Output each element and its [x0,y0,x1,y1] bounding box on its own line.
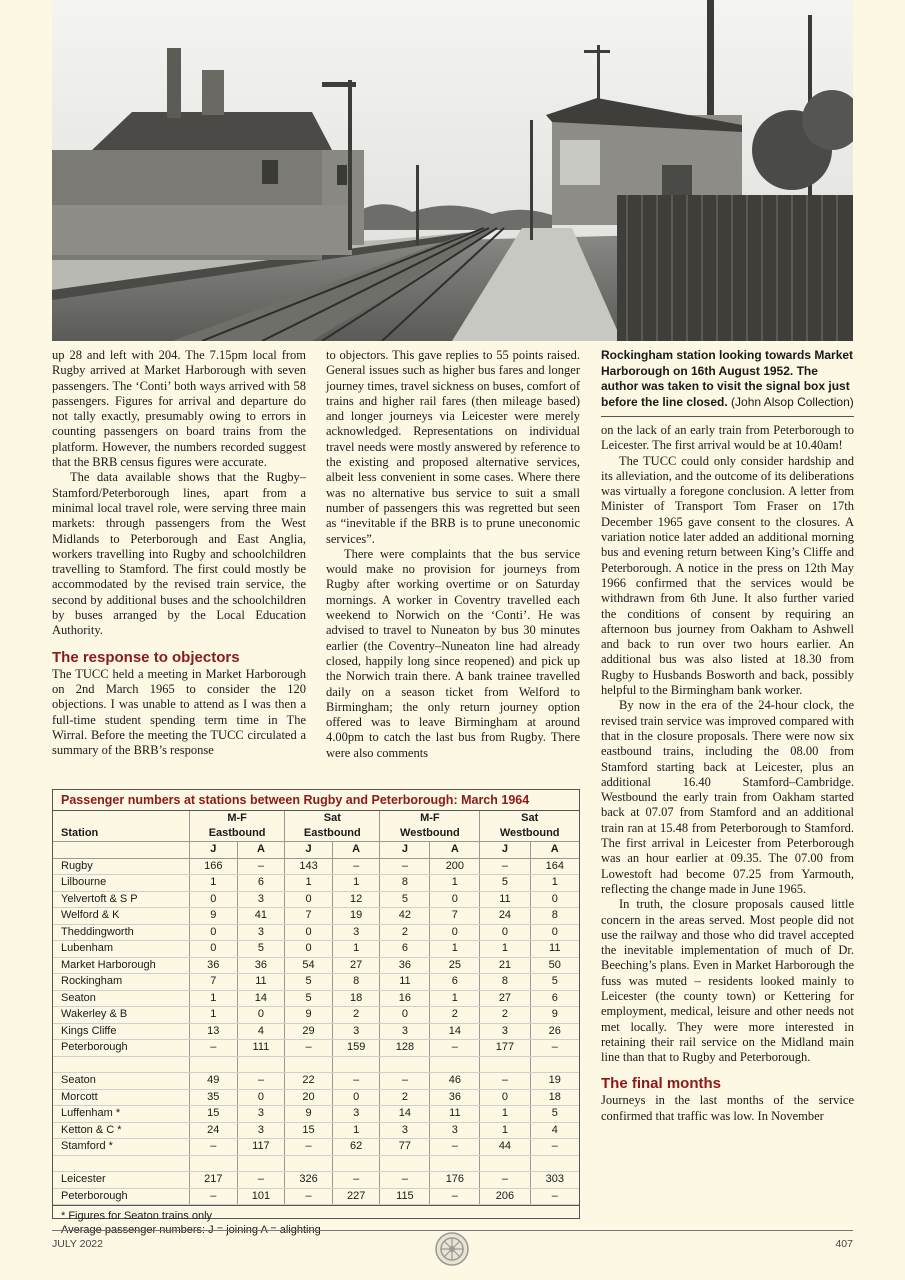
station-name: Seaton [53,1073,190,1090]
table-cell: 11 [530,941,579,958]
table-cell: 8 [332,974,380,991]
table-cell: 0 [237,1007,285,1024]
issue-date: JULY 2022 [52,1238,103,1250]
table-cell: 0 [285,924,333,941]
table-cell: 6 [530,990,579,1007]
table-cell: 41 [237,908,285,925]
table-cell: 111 [237,1040,285,1057]
paragraph: The TUCC held a meeting in Market Harborough on 2nd March 1965 to consider the 120 objections. I was unable to attend as I was then a full-time student spending term time in The Wirral. Before the meeting the TUCC circulated a summary of the BRB’s response [52,666,306,758]
table-cell: 36 [237,957,285,974]
table-cell: 14 [380,1106,430,1123]
table-cell: – [430,1040,480,1057]
table-cell: 22 [285,1073,333,1090]
table-cell: 326 [285,1172,333,1189]
table-cell: 6 [237,875,285,892]
table-cell: 11 [430,1106,480,1123]
table-cell: 19 [530,1073,579,1090]
station-name: Yelvertoft & S P [53,891,190,908]
table-cell: 2 [430,1007,480,1024]
group-header: Sat Eastbound [285,811,380,842]
table-cell: 0 [430,891,480,908]
table-cell [237,1155,285,1172]
table-cell: 3 [480,1023,530,1040]
table-cell: 26 [530,1023,579,1040]
table-cell: 1 [480,941,530,958]
table-cell: 0 [480,1089,530,1106]
table-cell: 0 [190,891,238,908]
table-cell: 0 [285,941,333,958]
paragraph: to objectors. This gave replies to 55 points raised. General issues such as higher bus fares and longer journey times, travel sickness on buses, comfort of trains and higher rail fares (then mileage based) and longer journeys via Leicester were merely acknowledged. Representations on individual travel needs were mostly answered by reference to the existing and proposed alternative services, albeit less convenient in some cases. Where there was no alternative bus service to suit a small number of passengers this was regretted but seen as “inevitable if the BRB is to prune uneconomic services”. [326,348,580,546]
sub-header: J [480,842,530,859]
table-cell [380,1155,430,1172]
station-name [53,1056,190,1073]
table-cell: – [332,1172,380,1189]
table-cell: 11 [380,974,430,991]
table-cell: 1 [430,875,480,892]
table-cell: 1 [190,1007,238,1024]
table-cell: 29 [285,1023,333,1040]
table-cell: 3 [332,1023,380,1040]
photo-caption [601,348,854,417]
paragraph: Journeys in the last months of the service confirmed that traffic was low. In November [601,1093,854,1123]
table-cell: 4 [237,1023,285,1040]
station-name: Wakerley & B [53,1007,190,1024]
column-1 [52,348,306,758]
table-cell: – [237,1172,285,1189]
paragraph: The data available shows that the Rugby–Stamford/Peterborough lines, apart from a minimal local travel role, were serving three main markets: through passengers from the West Midlands to Peterborough and East Anglia, workers travelling into Rugby and schoolchildren travelling to Stamford. The first could mostly be accommodated by the revised train service, the second by additional buses and the schoolchildren by buses arranged by the Local Education Authority. [52,470,306,638]
table-row [53,1023,579,1040]
table-row [53,1139,579,1156]
table-row [53,990,579,1007]
table-cell: 9 [530,1007,579,1024]
table-cell [430,1056,480,1073]
table-cell: 5 [285,990,333,1007]
station-name: Stamford * [53,1139,190,1156]
table-cell: 1 [480,1122,530,1139]
table-cell: 2 [480,1007,530,1024]
section-heading: The final months [601,1075,721,1093]
station-name: Welford & K [53,908,190,925]
station-name: Peterborough [53,1188,190,1205]
table-cell: 0 [530,891,579,908]
sub-header: A [430,842,480,859]
table-cell: 11 [237,974,285,991]
table-cell: – [530,1139,579,1156]
table-cell: 0 [430,924,480,941]
table-cell [332,1155,380,1172]
table-cell: – [332,858,380,875]
group-header: M-F Eastbound [190,811,285,842]
table-row [53,941,579,958]
column-2 [326,348,580,761]
table-cell: – [190,1040,238,1057]
table-cell: 3 [237,924,285,941]
table-cell: 1 [332,875,380,892]
table-cell: 6 [380,941,430,958]
table-cell: 115 [380,1188,430,1205]
table-cell: 0 [237,1089,285,1106]
table-cell: 21 [480,957,530,974]
paragraph: The TUCC could only consider hardship and its alleviation, and the outcome of its deliberations was virtually a foregone conclusion. A letter from Minister of Transport Tom Fraser on 17th December 1965 gave consent to the closures. A variation notice later added an additional morning bus and evening return between King’s Cliffe and Peterborough. A notice in the press on 12th May 1966 confirmed that the services would be withdrawn from 6th June. It also further varied the conditions of consent by requiring an afternoon bus journey from Oakham to Ashwell and back to run over two hours earlier. An additional bus was also listed at 18.30 from Rugby to Husbands Bosworth and back, possibly helpful to the Birmingham bank worker. [601,453,854,698]
table-row [53,1106,579,1123]
table-cell [285,1056,333,1073]
table-cell: 5 [237,941,285,958]
table-cell: 1 [430,941,480,958]
table-cell [380,1056,430,1073]
section-heading: The response to objectors [52,648,240,666]
table-cell [530,1056,579,1073]
table-cell: – [480,1172,530,1189]
table-cell: 1 [190,990,238,1007]
table-cell: – [190,1139,238,1156]
group-header: M-F Westbound [380,811,480,842]
table-row [53,1089,579,1106]
table-cell [237,1056,285,1073]
table-cell: 36 [380,957,430,974]
table-row [53,1007,579,1024]
caption-credit: (John Alsop Collection) [731,394,854,409]
table-cell: – [237,858,285,875]
table-cell: 44 [480,1139,530,1156]
table-cell [190,1155,238,1172]
table-cell: – [380,858,430,875]
table-cell: 4 [530,1122,579,1139]
table-cell: – [285,1139,333,1156]
table-cell: 101 [237,1188,285,1205]
table-cell: 36 [430,1089,480,1106]
table-cell: – [530,1188,579,1205]
table-cell: 1 [530,875,579,892]
table-cell: 15 [285,1122,333,1139]
station-name: Theddingworth [53,924,190,941]
table-cell: 1 [332,941,380,958]
sub-header: J [380,842,430,859]
table-cell: 7 [430,908,480,925]
table-cell: 0 [480,924,530,941]
table-cell: 8 [530,908,579,925]
table-cell: 1 [430,990,480,1007]
table-cell: 9 [285,1007,333,1024]
station-name: Lilbourne [53,875,190,892]
table-cell: 50 [530,957,579,974]
station-name: Morcott [53,1089,190,1106]
table-cell: 166 [190,858,238,875]
table-cell: 128 [380,1040,430,1057]
table-cell: 13 [190,1023,238,1040]
table-cell: 0 [190,941,238,958]
table-cell: 3 [332,924,380,941]
table-cell: 18 [530,1089,579,1106]
table-cell [530,1155,579,1172]
table-note: * Figures for Seaton trains only [61,1210,213,1222]
table-cell: 0 [380,1007,430,1024]
table-cell: 3 [430,1122,480,1139]
table-cell: 20 [285,1089,333,1106]
table-cell [480,1155,530,1172]
table-cell: 49 [190,1073,238,1090]
group-header: Sat Westbound [480,811,579,842]
table-cell: 143 [285,858,333,875]
table-cell: – [480,858,530,875]
paragraph: In truth, the closure proposals caused little concern in the areas served. Most people did not use the railway and those who did travel accepted the inevitable implementation of much of Dr. Beeching’s plans. Even in Market Harborough the fuss was muted – residents looked mainly to Leicester (the county town) or Kettering for employment, medical, leisure and other needs not met locally. They were more interested in retaining their rail service on the Midland main line than that to Rugby and Peterborough. [601,897,854,1065]
column-3 [601,348,854,1124]
table-cell: 11 [480,891,530,908]
table-cell: 5 [285,974,333,991]
table-cell: 3 [380,1122,430,1139]
table-row [53,924,579,941]
sub-header: A [530,842,579,859]
table-cell: 176 [430,1172,480,1189]
table-cell: 5 [380,891,430,908]
table-cell: 0 [332,1089,380,1106]
table-cell: 0 [190,924,238,941]
station-name: Kings Cliffe [53,1023,190,1040]
table-cell: 46 [430,1073,480,1090]
caption-text: Rockingham station looking towards Market Harborough on 16th August 1952. The author was taken to visit the signal box just before the line closed. [601,348,854,409]
station-name: Lubenham [53,941,190,958]
table-notes [53,1205,579,1240]
table-row [53,957,579,974]
table-cell: – [380,1073,430,1090]
sub-header: J [285,842,333,859]
table-cell: 200 [430,858,480,875]
table-cell: 42 [380,908,430,925]
table-cell: 1 [480,1106,530,1123]
table-cell: 7 [190,974,238,991]
table-cell [190,1056,238,1073]
table-row [53,1073,579,1090]
table-cell: 8 [380,875,430,892]
table-cell: 36 [190,957,238,974]
sub-header: A [332,842,380,859]
table-cell: – [237,1073,285,1090]
table-cell: 8 [480,974,530,991]
table-row [53,908,579,925]
sub-header: A [237,842,285,859]
table-cell: 6 [430,974,480,991]
paragraph: There were complaints that the bus service would make no provision for journeys from Rugby after working overtime or on Saturday mornings. A worker in Coventry travelled each weekend to Norwich on the ‘Conti’. He was advised to travel to Nuneaton by bus 30 minutes earlier (the Coventry–Nuneaton line had already closed, happily long since reopened) and pick up the Norwich train there. A bank trainee travelled daily on a season ticket from Welford to Birmingham; the only return journey option offered was to leave Birmingham at around 4.00pm to catch the last bus from Rugby. There were also comments [326,546,580,760]
table-cell: 177 [480,1040,530,1057]
table-cell [285,1155,333,1172]
table-cell: 5 [530,974,579,991]
table-cell: 1 [285,875,333,892]
table-cell: 227 [332,1188,380,1205]
table-row [53,858,579,875]
table-cell: – [190,1188,238,1205]
table-cell: 117 [237,1139,285,1156]
station-name: Seaton [53,990,190,1007]
table-cell: 7 [285,908,333,925]
table-row [53,974,579,991]
paragraph: on the lack of an early train from Peterborough to Leicester. The first arrival would be at 10.40am! [601,423,854,453]
table-cell: 27 [480,990,530,1007]
table-cell: 14 [237,990,285,1007]
table-row [53,891,579,908]
table-cell [480,1056,530,1073]
table-cell: 1 [332,1122,380,1139]
table-cell: 9 [190,908,238,925]
table-cell: 303 [530,1172,579,1189]
table-cell: 2 [380,924,430,941]
table-cell [430,1155,480,1172]
table-cell: 217 [190,1172,238,1189]
table-cell: 0 [285,891,333,908]
table-cell: 206 [480,1188,530,1205]
table-cell: – [332,1073,380,1090]
table-cell: 3 [237,1106,285,1123]
table-cell: – [430,1188,480,1205]
table-cell: 3 [237,891,285,908]
table-cell: 27 [332,957,380,974]
table-cell: – [380,1172,430,1189]
station-name [53,1155,190,1172]
table-cell: 24 [190,1122,238,1139]
table-cell: 54 [285,957,333,974]
table-cell: – [285,1188,333,1205]
station-name: Rugby [53,858,190,875]
sub-header: J [190,842,238,859]
table-row [53,1122,579,1139]
paragraph: up 28 and left with 204. The 7.15pm local from Rugby arrived at Market Harborough with seven passengers. The ‘Conti’ both ways arrived with 58 passengers. Figures for arrival and departure do not tally exactly, presumably owing to errors in counting passengers on board trains from the platform. However, the numbers recorded suggest that the BRB census figures were accurate. [52,348,306,470]
table-cell: 9 [285,1106,333,1123]
passenger-table [52,789,580,1236]
station-name: Peterborough [53,1040,190,1057]
table-cell: 14 [430,1023,480,1040]
table-cell: 19 [332,908,380,925]
table-cell: 2 [332,1007,380,1024]
table-row [53,1056,579,1073]
station-name: Leicester [53,1172,190,1189]
table-cell: 5 [480,875,530,892]
table-cell: 5 [530,1106,579,1123]
table-cell: 2 [380,1089,430,1106]
table-cell: – [285,1040,333,1057]
table-cell: 15 [190,1106,238,1123]
station-name: Ketton & C * [53,1122,190,1139]
table-cell: 77 [380,1139,430,1156]
wheel-logo-icon [434,1231,470,1267]
paragraph: By now in the era of the 24-hour clock, the revised train service was improved compared with that in the closure proposals. There were now six eastbound trains, including the 08.00 from Stamford starting back at Leicester, plus an additional 16.40 Stamford–Cambridge. Westbound the early train from Oakham started back at 07.07 from Stamford and an additional train ran at 15.48 from Peterborough to Stamford. The first arrival in Leicester from Peterborough was an hour earlier at 09.35. The 07.00 from Lowestoft had become 07.25 from Yarmouth, reflecting the change made in June 1965. [601,698,854,896]
table-title: Passenger numbers at stations between Rugby and Peterborough: March 1964 [53,790,579,811]
station-name: Market Harborough [53,957,190,974]
table-cell: 1 [190,875,238,892]
table-cell: 0 [530,924,579,941]
table-cell: 18 [332,990,380,1007]
table-cell: 3 [332,1106,380,1123]
table-cell: 164 [530,858,579,875]
table-cell: 3 [380,1023,430,1040]
table-row [53,1188,579,1205]
table-row [53,875,579,892]
table-cell: 3 [237,1122,285,1139]
table-cell: 12 [332,891,380,908]
table-cell: – [480,1073,530,1090]
table-cell: – [530,1040,579,1057]
table-cell [332,1056,380,1073]
table-cell: 35 [190,1089,238,1106]
table-cell: 62 [332,1139,380,1156]
page-number: 407 [835,1238,853,1250]
station-name: Rockingham [53,974,190,991]
station-name: Luffenham * [53,1106,190,1123]
table-row [53,1040,579,1057]
table-cell: 159 [332,1040,380,1057]
table-cell: 24 [480,908,530,925]
table-row [53,1172,579,1189]
table-row [53,1155,579,1172]
station-header: Station [53,811,190,842]
table-note: Average passenger numbers: J = joining A = alighting [61,1224,321,1236]
station-photo [52,0,853,341]
table-cell: – [430,1139,480,1156]
table-cell: 25 [430,957,480,974]
table-cell: 16 [380,990,430,1007]
